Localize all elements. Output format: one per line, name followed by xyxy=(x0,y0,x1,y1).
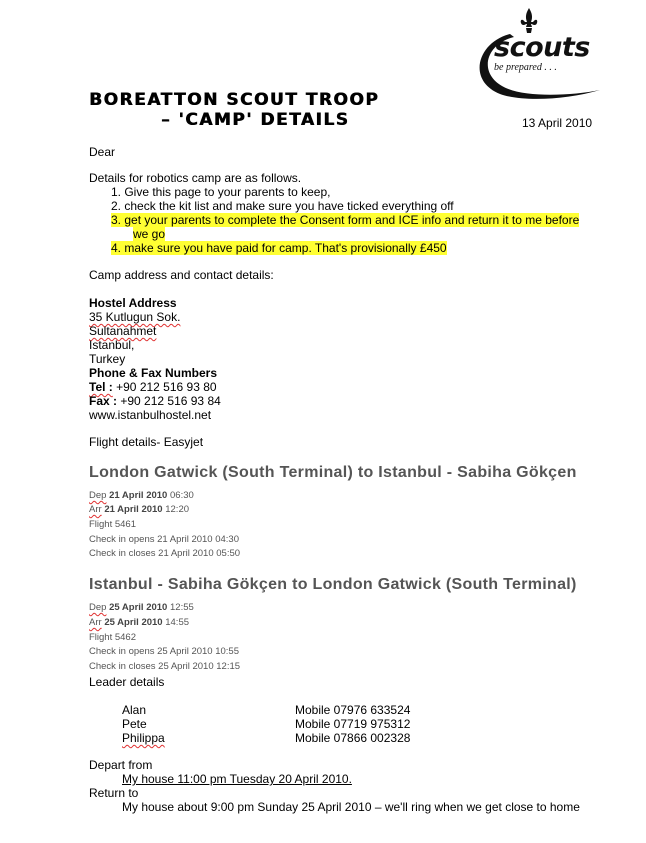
logo-tagline: be prepared . . . xyxy=(494,62,557,73)
inbound-arr: Arr 25 April 2010 14:55 xyxy=(89,617,190,628)
outbound-flight: Flight 5461 xyxy=(89,519,137,530)
hostel-address-line1: 35 Kutlugun Sok. xyxy=(89,310,181,324)
flight-details-label: Flight details- Easyjet xyxy=(89,435,204,449)
leader-mobile: Mobile 07719 975312 xyxy=(295,717,411,731)
tel-number: +90 212 516 93 80 xyxy=(116,380,217,394)
outbound-checkin-close: Check in closes 21 April 2010 05:50 xyxy=(89,548,241,559)
leader-name: Philippa xyxy=(122,731,165,745)
letter-date: 13 April 2010 xyxy=(522,116,593,130)
list-item-2: 2. check the kit list and make sure you have ticked everything off xyxy=(111,199,454,213)
hostel-address-line3: Istanbul, xyxy=(89,338,135,352)
hostel-address-line4: Turkey xyxy=(89,352,126,366)
hostel-website: www.istanbulhostel.net xyxy=(89,408,212,422)
fleur-de-lis-icon xyxy=(519,8,539,34)
logo-brand: scouts xyxy=(494,32,590,63)
leader-mobile: Mobile 07976 633524 xyxy=(295,703,411,717)
return-label: Return to xyxy=(89,786,139,800)
fax-number: +90 212 516 93 84 xyxy=(120,394,221,408)
leaders-heading: Leader details xyxy=(89,675,165,689)
fax-line xyxy=(89,394,221,408)
camp-address-heading: Camp address and contact details: xyxy=(89,268,274,282)
list-item-3-cont: we go xyxy=(133,227,166,241)
salutation: Dear xyxy=(89,145,116,159)
phone-fax-label: Phone & Fax Numbers xyxy=(89,366,218,380)
list-item-3: 3. get your parents to complete the Consent form and ICE info and return it to me before xyxy=(111,213,580,227)
intro-text: Details for robotics camp are as follows. xyxy=(89,171,302,185)
depart-details: My house 11:00 pm Tuesday 20 April 2010. xyxy=(122,772,352,786)
hostel-address-label: Hostel Address xyxy=(89,296,177,310)
inbound-checkin-close: Check in closes 25 April 2010 12:15 xyxy=(89,661,241,672)
tel-label: Tel : xyxy=(89,380,113,394)
leader-mobile: Mobile 07866 002328 xyxy=(295,731,411,745)
fax-label: Fax : xyxy=(89,394,118,408)
tel-line xyxy=(89,380,217,394)
hostel-address-line2: Sultanahmet xyxy=(89,324,157,338)
list-item-1: 1. Give this page to your parents to keep, xyxy=(111,185,331,199)
inbound-dep: Dep 25 April 2010 12:55 xyxy=(89,602,194,613)
outbound-checkin-open: Check in opens 21 April 2010 04:30 xyxy=(89,534,239,545)
outbound-arr: Arr 21 April 2010 12:20 xyxy=(89,504,190,515)
inbound-flight: Flight 5462 xyxy=(89,632,137,643)
list-item-4: 4. make sure you have paid for camp. That's provisionally £450 xyxy=(111,241,447,255)
return-details: My house about 9:00 pm Sunday 25 April 2010 – we'll ring when we get close to home xyxy=(122,800,580,814)
leader-name: Alan xyxy=(122,703,147,717)
depart-label: Depart from xyxy=(89,758,153,772)
inbound-checkin-open: Check in opens 25 April 2010 10:55 xyxy=(89,646,239,657)
page-title-line2: – 'CAMP' DETAILS xyxy=(161,110,350,130)
page-title-line1: BOREATTON SCOUT TROOP xyxy=(89,90,380,110)
outbound-heading: London Gatwick (South Terminal) to Istanbul - Sabiha Gökçen xyxy=(89,464,577,481)
inbound-heading: Istanbul - Sabiha Gökçen to London Gatwick (South Terminal) xyxy=(89,576,577,593)
leader-name: Pete xyxy=(122,717,147,731)
outbound-dep: Dep 21 April 2010 06:30 xyxy=(89,490,194,501)
